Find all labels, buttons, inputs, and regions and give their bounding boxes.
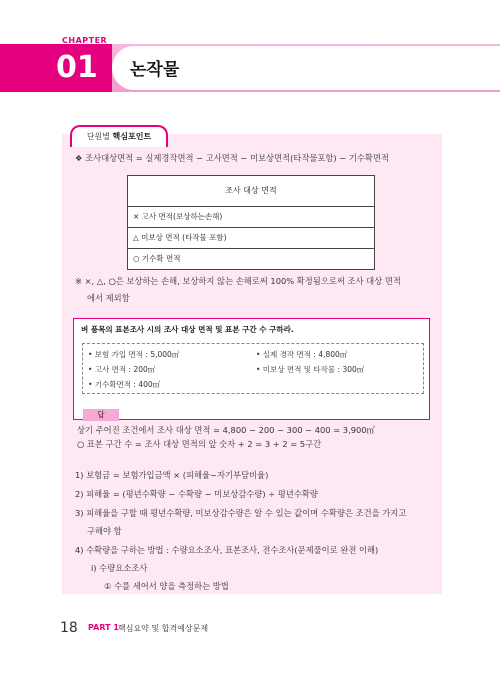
answer-label: 답 <box>83 409 119 421</box>
example-item: • 보험 가입 면적 : 5,000㎡ <box>88 350 180 359</box>
example-item: • 실제 경작 면적 : 4,800㎡ <box>256 350 348 359</box>
page-number: 18 <box>60 620 78 636</box>
footer-part: PART 1 <box>88 623 119 632</box>
chapter-number: 01 <box>56 50 98 85</box>
area-table-row: ○ 기수확 면적 <box>133 254 181 263</box>
key-point-tab <box>70 125 168 147</box>
area-table-row: × 고사 면적(보상하는손해) <box>128 207 374 228</box>
area-table-row: △ 미보상 면적 (타작물 포함) <box>128 228 374 249</box>
example-item: • 고사 면적 : 200㎡ <box>88 365 156 374</box>
answer-line-2: ○ 표본 구간 수 = 조사 대상 면적의 앞 숫자 + 2 = 3 + 2 = 5구간 <box>77 439 322 449</box>
list-subsubitem: ① 수를 세어서 양을 측정하는 방법 <box>104 581 229 591</box>
note-line-1: ※ ×, △, ○은 보상하는 손해, 보상하지 않는 손해로써 100% 확정됨으로써 조사 대상 면적 <box>75 276 401 286</box>
example-item: • 기수확면적 : 400㎡ <box>88 380 161 389</box>
list-item-4: 4) 수확량을 구하는 방법 : 수량요소조사, 표본조사, 전수조사(문제풀이로 완전 이해) <box>75 545 379 555</box>
footer-title: 핵심요약 및 합격예상문제 <box>118 624 209 633</box>
list-item-3: 3) 피해율을 구할 때 평년수확량, 미보상감수량은 알 수 있는 값이며 수확량은 조건을 가지고 <box>75 508 407 518</box>
chapter-title: 논작물 <box>130 60 180 80</box>
answer-line-1: 상기 주어진 조건에서 조사 대상 면적 = 4,800 − 200 − 300 − 400 = 3,900㎡ <box>77 425 375 435</box>
list-subitem: ⅰ) 수량요소조사 <box>91 563 148 573</box>
tab-title: 핵심포인트 <box>112 132 152 141</box>
area-table <box>127 175 375 270</box>
example-item: • 미보상 면적 및 타작물 : 300㎡ <box>256 365 365 374</box>
formula-line: ❖ 조사대상면적 = 실제경작면적 − 고사면적 − 미보상면적(타작물포함) − 기수확면적 <box>75 153 389 163</box>
note-line-2: 에서 제외함 <box>87 293 130 303</box>
tab-prefix: 단원별 <box>86 132 110 141</box>
list-item-1: 1) 보험금 = 보험가입금액 × (피해율−자기부담비율) <box>75 470 269 480</box>
list-item-3-cont: 구해야 함 <box>87 526 122 536</box>
example-title: 벼 품목의 표본조사 시의 조사 대상 면적 및 표본 구간 수 구하라. <box>81 325 294 334</box>
list-item-2: 2) 피해율 = (평년수확량 − 수확량 − 미보상감수량) ÷ 평년수확량 <box>75 489 318 499</box>
chapter-label: CHAPTER <box>62 36 108 45</box>
area-table-header: 조사 대상 면적 <box>128 176 374 207</box>
